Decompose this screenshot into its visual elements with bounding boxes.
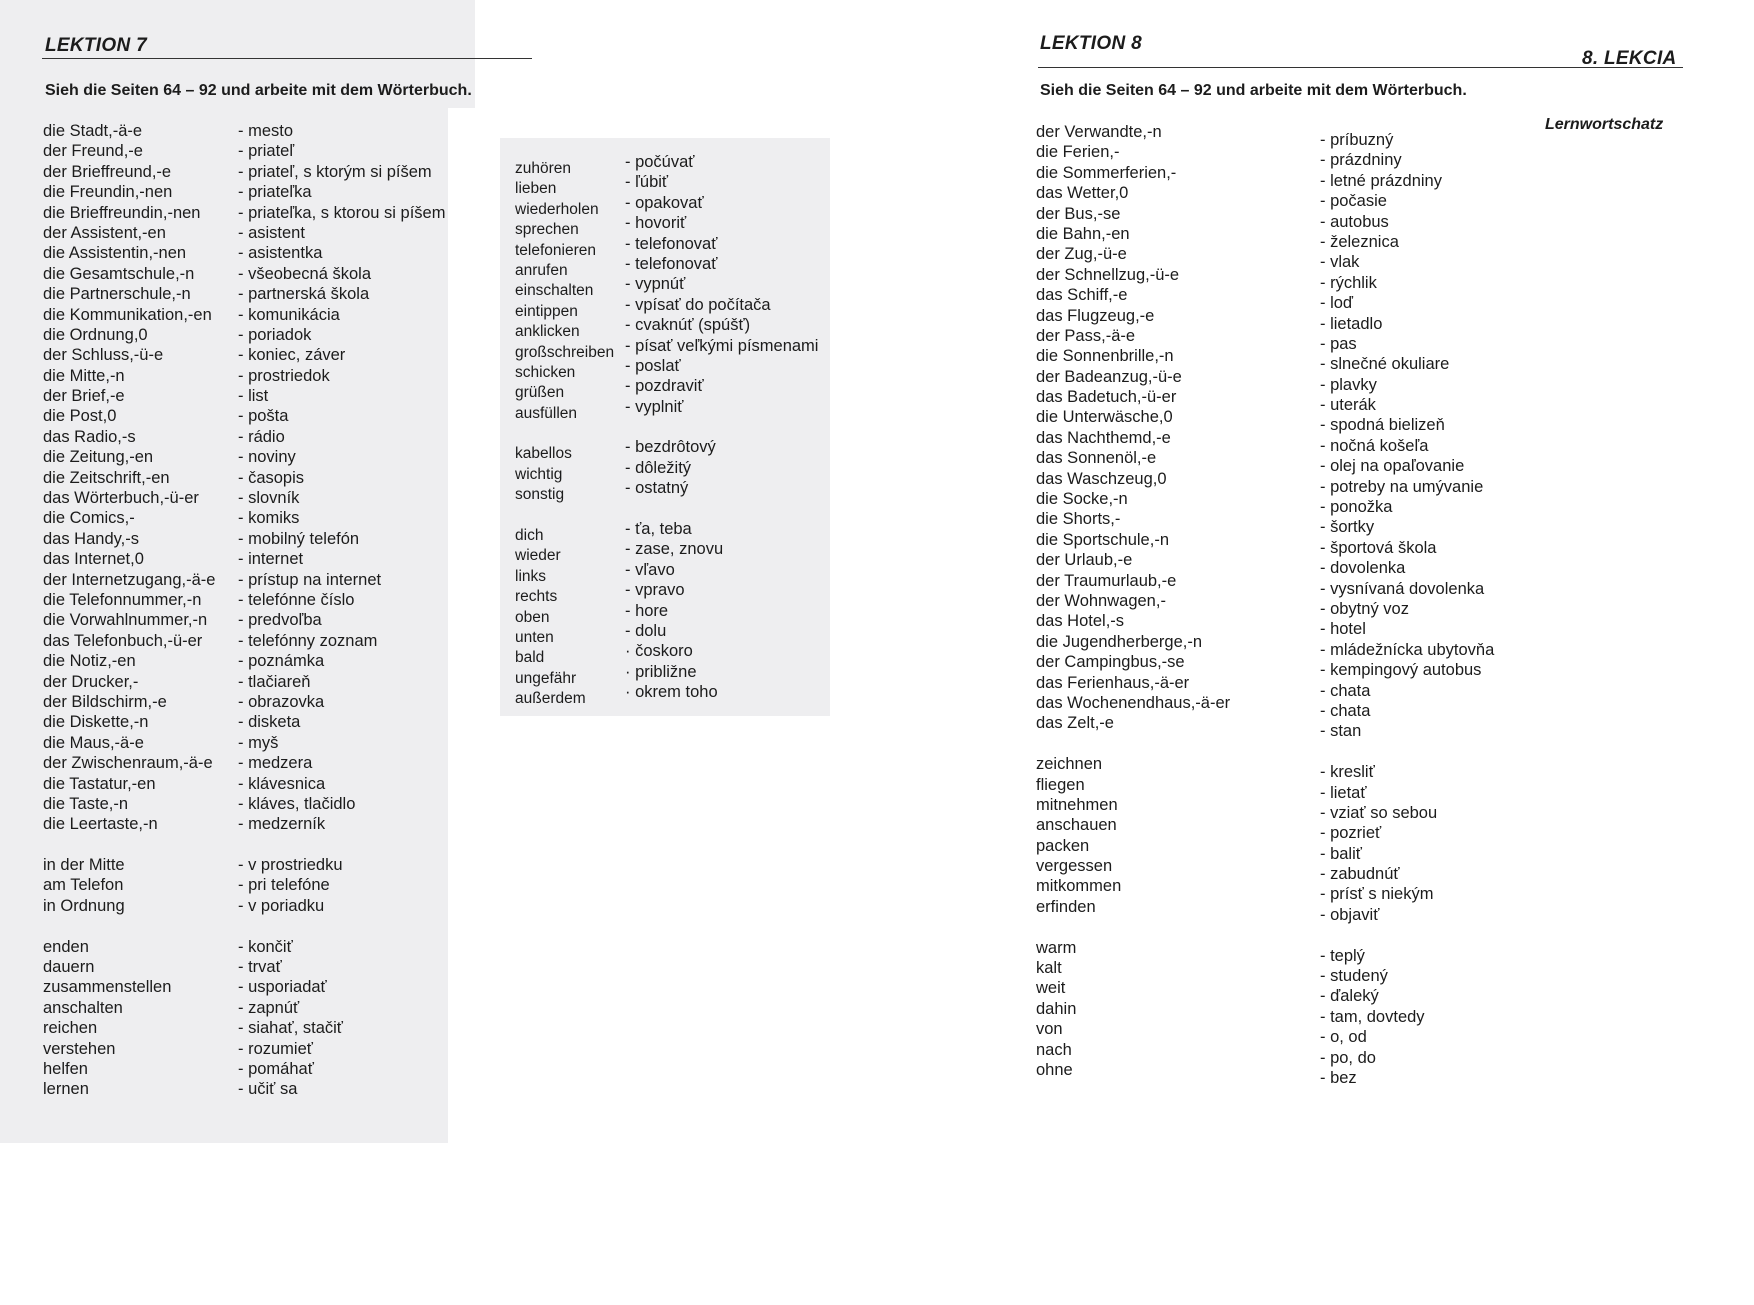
adverb-sk: - dolu [625,621,667,640]
vocab-de: der Campingbus,-se [1036,653,1185,672]
vocab-sk: - nočná košeľa [1320,436,1429,455]
vocab-de: die Post,0 [43,407,117,426]
verb-de: anrufen [515,261,568,279]
vocab-sk: - myš [238,733,279,752]
lesson8-label-lernwortschatz: Lernwortschatz [1545,116,1664,133]
vocab-de: die Gesamtschule,-n [43,264,195,283]
vocab-sk: - pas [1320,334,1357,353]
vocab-de: die Telefonnummer,-n [43,590,202,609]
vocab-de: das Zelt,-e [1036,714,1114,733]
verb-sk: - objaviť [1320,905,1380,924]
verb-de: eintippen [515,302,578,320]
vocab-de: der Pass,-ä-e [1036,326,1136,345]
verb-de: zuhören [515,160,572,177]
vocab-sk: - železnica [1320,232,1399,251]
vocab-de: die Partnerschule,-n [43,285,191,304]
vocab-de: der Traumurlaub,-e [1036,571,1177,590]
verb-sk: - vziať so sebou [1320,803,1438,822]
verb-sk: - vyplniť [625,397,684,416]
vocab-sk: - asistentka [238,244,323,263]
lesson7-middle-slovak-column [625,152,818,703]
vocab-sk: - lietadlo [1320,314,1383,333]
vocab-de: der Bildschirm,-e [43,692,167,711]
vocab-sk: - prístup na internet [238,570,382,589]
vocab-de: das Wetter,0 [1036,184,1129,203]
vocab-sk: - rýchlik [1320,273,1377,292]
verb-sk: - baliť [1320,844,1362,863]
verb-de: helfen [43,1059,88,1078]
vocab-de: die Tastatur,-en [43,774,156,793]
vocab-sk: - letné prázdniny [1320,171,1442,190]
lesson7-title-rule [42,58,532,59]
vocab-sk: - šortky [1320,518,1375,537]
vocab-de: die Taste,-n [43,794,128,813]
vocab-sk: - vysnívaná dovolenka [1320,579,1485,598]
vocab-de: die Diskette,-n [43,713,149,732]
vocab-de: der Freund,-e [43,142,143,161]
vocab-de: das Ferienhaus,-ä-er [1036,673,1190,692]
adverb-de: bald [515,649,545,667]
verb-de: mitkommen [1036,877,1122,896]
phrase-sk: - v poriadku [238,896,325,915]
vocab-sk: - priateľ [238,142,295,161]
adjective-sk: - dôležitý [625,458,692,477]
verb-sk: - vypnúť [625,275,686,294]
vocab-sk: - predvoľba [238,611,322,630]
adverb-sk: · čoskoro [625,642,693,661]
adjective-de: dahin [1036,999,1077,1018]
vocab-de: die Sportschule,-n [1036,530,1169,549]
adverb-de: außerdem [515,690,586,708]
verb-sk: - telefonovať [625,254,718,273]
vocab-sk: - uterák [1320,396,1376,415]
vocab-de: der Schluss,-ü-e [43,346,164,365]
adjective-de: kalt [1036,959,1062,978]
adjective-sk: - teplý [1320,946,1365,965]
verb-de: schicken [515,363,576,381]
vocab-sk: - mládežnícka ubytovňa [1320,640,1495,659]
lesson8-title: LEKTION 8 [1040,33,1142,54]
adverb-de: rechts [515,588,558,606]
adverb-de: oben [515,608,550,626]
lesson7-title: LEKTION 7 [45,35,147,56]
vocab-sk: - koniec, záver [238,346,346,365]
vocab-sk: - dovolenka [1320,559,1406,578]
adjective-sk: - o, od [1320,1028,1367,1047]
verb-sk: - pozdraviť [625,377,704,396]
verb-de: telefonieren [515,241,597,259]
vocab-de: das Telefonbuch,-ü-er [43,631,203,650]
vocab-sk: - chata [1320,681,1371,700]
verb-de: anschauen [1036,816,1117,835]
vocab-de: der Badeanzug,-ü-e [1036,367,1182,386]
adverb-sk: · okrem toho [625,683,718,702]
vocab-de: die Maus,-ä-e [43,733,144,752]
vocab-de: der Verwandte,-n [1036,123,1162,141]
lesson8-slovak-column [1320,130,1494,1088]
vocab-de: die Assistentin,-nen [43,244,187,263]
lesson8-title-rule [1038,67,1683,68]
vocab-de: der Bus,-se [1036,204,1121,223]
verb-sk: - pozrieť [1320,824,1382,843]
vocab-de: die Unterwäsche,0 [1036,408,1173,427]
verb-de: anschalten [43,998,123,1017]
vocab-de: die Brieffreundin,-nen [43,203,201,222]
adjective-de: ohne [1036,1060,1073,1079]
vocab-sk: - ponožka [1320,498,1393,517]
phrase-de: in der Mitte [43,856,125,875]
vocab-de: das Hotel,-s [1036,612,1125,631]
vocab-sk: - chata [1320,701,1371,720]
adjective-de: sonstig [515,486,565,504]
lesson7-subtitle: Sieh die Seiten 64 – 92 und arbeite mit dem Wörterbuch. [45,82,472,99]
vocab-de: die Leertaste,-n [43,815,158,834]
vocab-de: das Wochenendhaus,-ä-er [1036,693,1231,712]
verb-de: anklicken [515,323,580,341]
adverb-de: links [515,567,547,585]
vocab-sk: - mesto [238,122,294,140]
lesson7-slovak-column [238,121,445,1100]
vocab-sk: - priateľka [238,183,312,202]
vocab-sk: - prázdniny [1320,151,1402,170]
verb-sk: - písať veľkými písmenami [625,336,819,355]
verb-sk: - hovoriť [625,214,687,233]
adjective-de: kabellos [515,445,572,463]
vocab-de: die Vorwahlnummer,-n [43,611,208,630]
vocab-de: das Nachthemd,-e [1036,428,1171,447]
verb-de: dauern [43,958,95,977]
verb-sk: - poslať [625,356,681,375]
vocab-de: das Radio,-s [43,427,136,446]
verb-de: lernen [43,1080,89,1099]
vocab-de: der Schnellzug,-ü-e [1036,265,1180,284]
phrase-de: in Ordnung [43,896,125,915]
vocab-sk: - poriadok [238,325,312,344]
vocab-de: die Comics,- [43,509,135,528]
verb-sk: - končiť [238,937,293,956]
adjective-de: warm [1036,938,1077,957]
verb-sk: - rozumieť [238,1039,313,1058]
verb-sk: - pomáhať [238,1059,314,1078]
vocab-de: die Stadt,-ä-e [43,122,143,140]
vocab-de: der Zwischenraum,-ä-e [43,754,213,773]
adverb-sk: - ťa, teba [625,520,692,539]
adjective-sk: - tam, dovtedy [1320,1007,1425,1026]
vocab-sk: - telefónne číslo [238,590,355,609]
vocab-sk: - slovník [238,489,300,508]
verb-sk: - usporiadať [238,978,327,997]
vocab-de: das Sonnenöl,-e [1036,449,1157,468]
vocab-de: das Handy,-s [43,529,139,548]
vocab-sk: - hotel [1320,620,1366,639]
vocab-sk: - internet [238,550,304,569]
vocab-de: der Urlaub,-e [1036,551,1133,570]
verb-de: ausfüllen [515,404,578,422]
verb-sk: - opakovať [625,193,704,212]
vocab-de: die Jugendherberge,-n [1036,632,1203,651]
vocab-sk: - obrazovka [238,692,325,711]
verb-de: wiederholen [515,200,599,218]
vocab-sk: - mobilný telefón [238,529,360,548]
vocab-sk: - počasie [1320,192,1387,211]
vocab-de: die Notiz,-en [43,652,136,671]
vocab-de: das Waschzeug,0 [1036,469,1167,488]
lesson7-middle-german-column [515,159,614,710]
vocab-sk: - priateľka, s ktorou si píšem [238,203,446,222]
vocab-sk: - autobus [1320,212,1389,231]
vocab-sk: - medzera [238,754,313,773]
verb-de: mitnehmen [1036,795,1118,814]
verb-sk: - zapnúť [238,998,300,1017]
verb-sk: - ľúbiť [625,173,669,192]
vocab-de: die Sommerferien,- [1036,163,1177,182]
verb-sk: - prísť s niekým [1320,885,1434,904]
vocab-sk: - športová škola [1320,538,1437,557]
verb-de: erfinden [1036,897,1096,916]
vocab-sk: - komunikácia [238,305,340,324]
verb-de: lieben [515,180,557,198]
vocab-sk: - slnečné okuliare [1320,355,1450,374]
vocab-sk: - medzerník [238,815,326,834]
adjective-sk: - po, do [1320,1048,1376,1067]
verb-de: zusammenstellen [43,978,172,997]
verb-de: großschreiben [515,343,615,361]
vocab-de: das Badetuch,-ü-er [1036,388,1177,407]
vocab-sk: - loď [1320,294,1354,313]
verb-de: reichen [43,1019,98,1038]
vocab-sk: - disketa [238,713,301,732]
vocab-sk: - pošta [238,407,289,426]
vocab-de: die Ferien,- [1036,143,1120,162]
phrase-sk: - pri telefóne [238,876,330,895]
vocab-sk: - telefónny zoznam [238,631,378,650]
vocab-de: das Flugzeug,-e [1036,306,1155,325]
adjective-sk: - studený [1320,967,1388,986]
vocab-de: der Brieffreund,-e [43,162,172,181]
adjective-de: weit [1036,979,1066,998]
adverb-de: dich [515,527,544,545]
vocab-de: der Brief,-e [43,387,125,406]
lesson7-german-column [43,121,215,1100]
verb-sk: - cvaknúť (spúšť) [625,316,751,335]
phrase-de: am Telefon [43,876,124,895]
adverb-de: unten [515,628,554,646]
verb-sk: - vpísať do počítača [625,295,771,314]
adjective-sk: - bez [1320,1068,1357,1087]
vocab-sk: - plavky [1320,375,1377,394]
lesson8-german-column [1036,122,1230,1080]
adverb-de: wieder [515,547,561,565]
vocab-de: die Mitte,-n [43,366,125,385]
verb-sk: - počúvať [625,153,695,171]
verb-de: enden [43,937,89,956]
vocab-sk: - olej na opaľovanie [1320,457,1465,476]
verb-de: vergessen [1036,857,1113,876]
verb-de: grüßen [515,384,565,402]
vocab-sk: - list [238,387,269,406]
vocab-sk: - klávesnica [238,774,326,793]
adverb-sk: - vľavo [625,560,675,579]
vocab-sk: - rádio [238,427,285,446]
verb-de: verstehen [43,1039,116,1058]
adverb-sk: - hore [625,601,669,620]
adjective-sk: - ďaleký [1320,987,1379,1006]
vocab-sk: - tlačiareň [238,672,311,691]
verb-sk: - trvať [238,958,282,977]
adverb-sk: · približne [625,662,697,681]
vocab-sk: - potreby na umývanie [1320,477,1484,496]
vocab-de: der Wohnwagen,- [1036,591,1166,610]
verb-sk: - učiť sa [238,1080,298,1099]
verb-de: packen [1036,836,1090,855]
verb-sk: - lietať [1320,783,1367,802]
vocab-de: die Bahn,-en [1036,224,1130,243]
vocab-sk: - spodná bielizeň [1320,416,1445,435]
verb-de: einschalten [515,282,594,300]
vocab-sk: - partnerská škola [238,285,370,304]
adverb-sk: - vpravo [625,581,685,600]
verb-de: zeichnen [1036,755,1103,774]
verb-de: fliegen [1036,775,1085,794]
vocab-de: die Freundin,-nen [43,183,173,202]
verb-sk: - telefonovať [625,234,718,253]
adjective-de: von [1036,1020,1063,1039]
vocab-de: die Kommunikation,-en [43,305,212,324]
vocab-de: die Shorts,- [1036,510,1121,529]
adverb-sk: - zase, znovu [625,540,724,559]
vocab-sk: - noviny [238,448,296,467]
adjective-sk: - ostatný [625,479,689,498]
verb-sk: - kresliť [1320,763,1375,782]
vocab-sk: - obytný voz [1320,599,1409,618]
verb-sk: - siahať, stačiť [238,1019,343,1038]
vocab-de: der Zug,-ü-e [1036,245,1127,264]
vocab-de: das Internet,0 [43,550,144,569]
adverb-de: ungefähr [515,669,577,687]
vocab-sk: - komiks [238,509,300,528]
lesson8-subtitle: Sieh die Seiten 64 – 92 und arbeite mit dem Wörterbuch. [1040,82,1467,99]
vocab-de: die Sonnenbrille,-n [1036,347,1174,366]
verb-de: sprechen [515,221,579,239]
vocab-sk: - príbuzný [1320,131,1394,149]
vocab-de: das Schiff,-e [1036,286,1128,305]
vocab-sk: - všeobecná škola [238,264,371,283]
vocab-sk: - priateľ, s ktorým si píšem [238,162,432,181]
vocab-de: die Socke,-n [1036,490,1128,509]
adjective-de: wichtig [515,465,563,483]
vocab-de: die Zeitung,-en [43,448,154,467]
vocab-de: die Zeitschrift,-en [43,468,170,487]
vocab-sk: - stan [1320,722,1362,741]
vocab-de: der Internetzugang,-ä-e [43,570,216,589]
vocab-de: der Assistent,-en [43,223,166,242]
adjective-sk: - bezdrôtový [625,438,716,457]
lesson8-title-sk: 8. LEKCIA [1582,48,1677,69]
vocab-sk: - vlak [1320,253,1360,272]
vocab-sk: - kempingový autobus [1320,661,1482,680]
vocab-de: die Ordnung,0 [43,325,148,344]
vocab-sk: - asistent [238,223,305,242]
vocab-sk: - časopis [238,468,305,487]
phrase-sk: - v prostriedku [238,856,343,875]
vocab-sk: - poznámka [238,652,325,671]
vocab-de: das Wörterbuch,-ü-er [43,489,199,508]
vocab-de: der Drucker,- [43,672,139,691]
verb-sk: - zabudnúť [1320,865,1400,884]
vocab-sk: - kláves, tlačidlo [238,794,356,813]
adjective-de: nach [1036,1040,1072,1059]
vocab-sk: - prostriedok [238,366,330,385]
